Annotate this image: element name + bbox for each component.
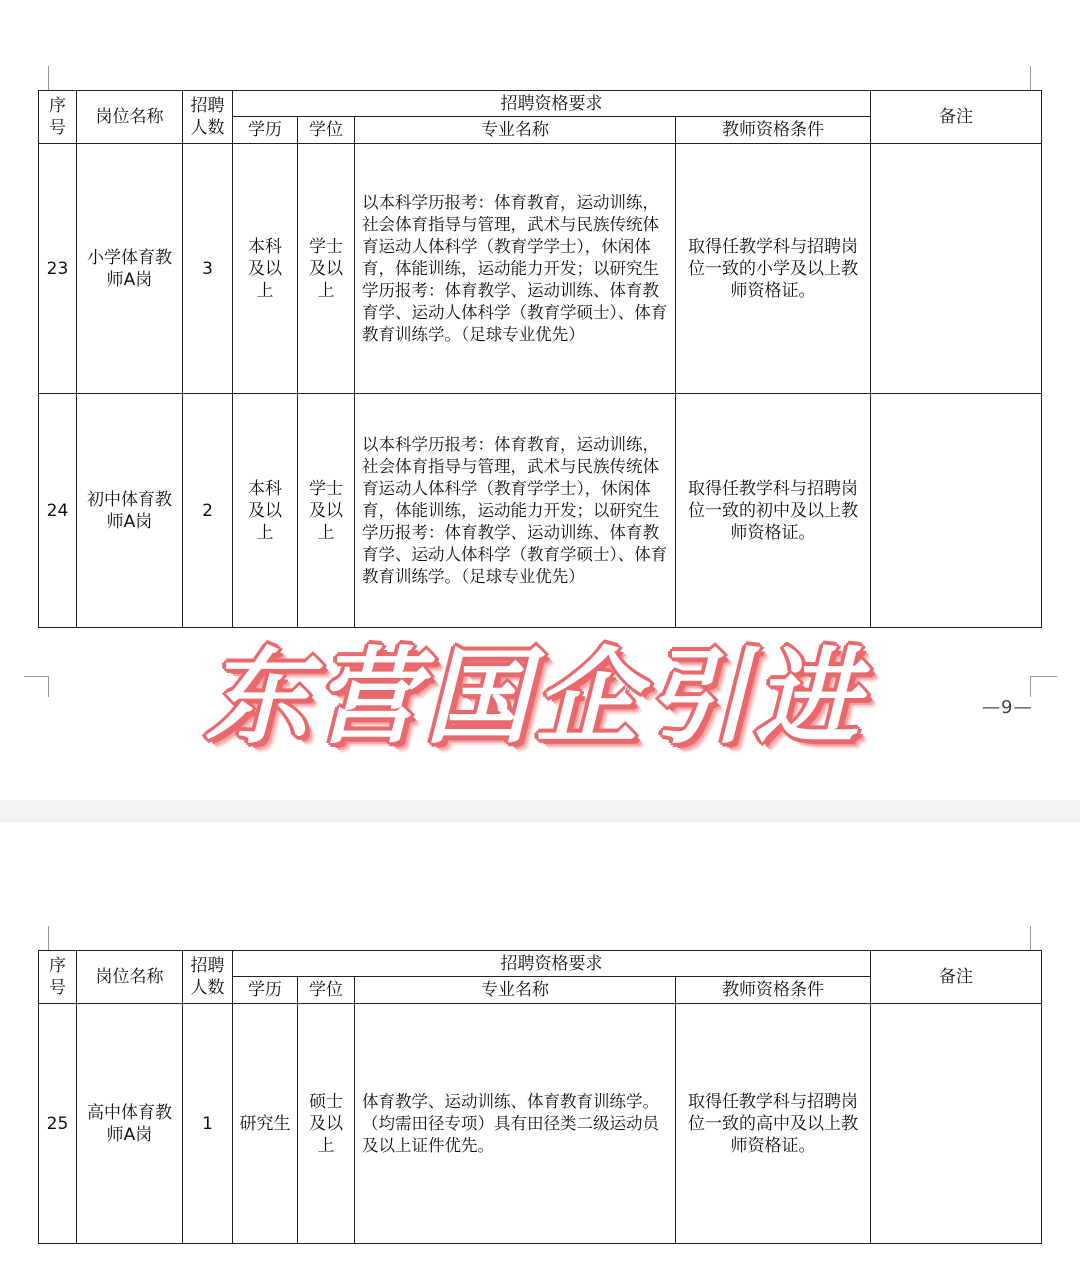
row-count: 3 <box>183 144 233 394</box>
header-major: 专业名称 <box>355 977 676 1004</box>
row-education: 本科及以上 <box>233 144 298 394</box>
header-education: 学历 <box>233 977 298 1004</box>
crop-mark-top-left <box>48 926 49 950</box>
banner-title: 东营国企引进 <box>204 636 865 758</box>
row-teacher-cert: 取得任教学科与招聘岗位一致的高中及以上教师资格证。 <box>676 1004 871 1244</box>
header-degree: 学位 <box>298 977 355 1004</box>
header-recruit-count: 招聘人数 <box>183 951 233 1004</box>
row-seq: 25 <box>39 1004 77 1244</box>
table-row <box>39 144 1042 394</box>
row-degree: 学士及以上 <box>298 394 355 628</box>
header-education: 学历 <box>233 117 298 144</box>
crop-mark-bottom-right <box>1030 676 1057 697</box>
row-post: 小学体育教师A岗 <box>77 144 183 394</box>
header-major: 专业名称 <box>355 117 676 144</box>
crop-mark-top-left <box>48 66 49 90</box>
header-requirements: 招聘资格要求 <box>233 91 871 117</box>
row-degree: 学士及以上 <box>298 144 355 394</box>
row-degree: 硕士及以上 <box>298 1004 355 1244</box>
row-remark <box>871 394 1042 628</box>
row-major: 以本科学历报考：体育教育，运动训练，社会体育指导与管理，武术与民族传统体育运动人体科学（教育学学士），休闲体育，体能训练，运动能力开发；以研究生学历报考：体育教学、运动训练、体育教育学、运动人体科学（教育学硕士）、体育教育训练学。（足球专业优先） <box>355 394 676 628</box>
row-major: 以本科学历报考：体育教育，运动训练，社会体育指导与管理，武术与民族传统体育运动人体科学（教育学学士），休闲体育，体能训练，运动能力开发；以研究生学历报考：体育教学、运动训练、体育教育学、运动人体科学（教育学硕士）、体育教育训练学。（足球专业优先） <box>355 144 676 394</box>
document-page-2 <box>0 822 1080 1278</box>
page-separator <box>0 800 1080 822</box>
row-major: 体育教学、运动训练、体育教育训练学。（均需田径专项）具有田径类二级运动员及以上证件优先。 <box>355 1004 676 1244</box>
recruitment-table-2 <box>38 950 1042 1244</box>
table-row <box>39 1004 1042 1244</box>
header-requirements: 招聘资格要求 <box>233 951 871 977</box>
header-recruit-count: 招聘人数 <box>183 91 233 144</box>
row-post: 高中体育教师A岗 <box>77 1004 183 1244</box>
row-seq: 23 <box>39 144 77 394</box>
row-education: 研究生 <box>233 1004 298 1244</box>
table-row <box>39 394 1042 628</box>
header-seq: 序号 <box>39 91 77 144</box>
row-education: 本科及以上 <box>233 394 298 628</box>
header-remarks: 备注 <box>871 91 1042 144</box>
recruitment-table-1 <box>38 90 1042 628</box>
crop-mark-top-right <box>1030 926 1031 950</box>
row-count: 2 <box>183 394 233 628</box>
row-post: 初中体育教师A岗 <box>77 394 183 628</box>
page-number: —9— <box>982 697 1033 718</box>
row-count: 1 <box>183 1004 233 1244</box>
row-remark <box>871 144 1042 394</box>
header-post-name: 岗位名称 <box>77 91 183 144</box>
header-seq: 序号 <box>39 951 77 1004</box>
header-degree: 学位 <box>298 117 355 144</box>
header-post-name: 岗位名称 <box>77 951 183 1004</box>
header-teacher-cert: 教师资格条件 <box>676 977 871 1004</box>
crop-mark-bottom-left <box>24 676 49 697</box>
header-remarks: 备注 <box>871 951 1042 1004</box>
crop-mark-top-right <box>1030 66 1031 90</box>
row-remark <box>871 1004 1042 1244</box>
row-teacher-cert: 取得任教学科与招聘岗位一致的小学及以上教师资格证。 <box>676 144 871 394</box>
row-teacher-cert: 取得任教学科与招聘岗位一致的初中及以上教师资格证。 <box>676 394 871 628</box>
header-teacher-cert: 教师资格条件 <box>676 117 871 144</box>
row-seq: 24 <box>39 394 77 628</box>
